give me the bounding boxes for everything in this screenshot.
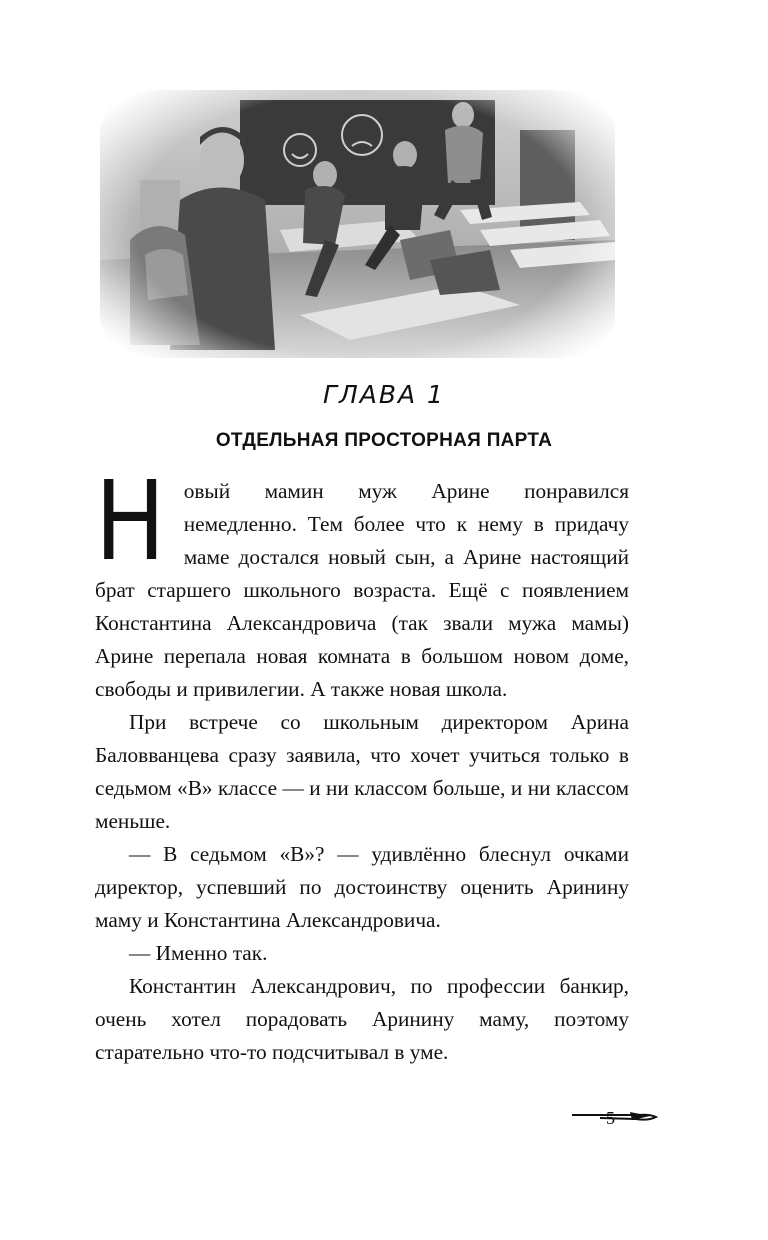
paragraph: — В седьмом «В»? — удивлённо блеснул очками директор, успевший по достоинству оценить Аринину маму и Константина Александровича. xyxy=(95,842,629,932)
drop-cap: Н xyxy=(95,457,162,585)
chapter-label: ГЛАВА 1 xyxy=(323,380,445,409)
body-text xyxy=(95,457,629,1069)
paragraph: — Именно так. xyxy=(129,941,268,965)
chapter-title: ОТДЕЛЬНАЯ ПРОСТОРНАЯ ПАРТА xyxy=(215,430,553,451)
paragraph: Константин Александрович, по профессии банкир, очень хотел порадовать Аринину маму, поэтому старательно что-то подсчитывал в уме. xyxy=(95,974,629,1064)
folio-arrow-icon xyxy=(570,1108,660,1134)
page-folio xyxy=(570,1108,660,1134)
chapter-illustration xyxy=(100,90,615,358)
classroom-illustration xyxy=(100,90,615,358)
paragraph-text: овый мамин муж Арине понравился немедленно. Тем более что к нему в придачу маме достался новый сын, а Арине настоящий брат старшего школьного возраста. Ещё с появлением Константина Александровича (так звали мужа мамы) Арине перепала новая комната в большом новом доме, свободы и привилегии. А также новая школа. xyxy=(95,479,629,701)
page-number: 5 xyxy=(606,1108,615,1128)
paragraph xyxy=(95,457,629,706)
paragraph: При встрече со школьным директором Арина Баловванцева сразу заявила, что хочет учиться только в седьмом «В» классе — и ни классом больше, и ни классом меньше. xyxy=(95,710,629,833)
